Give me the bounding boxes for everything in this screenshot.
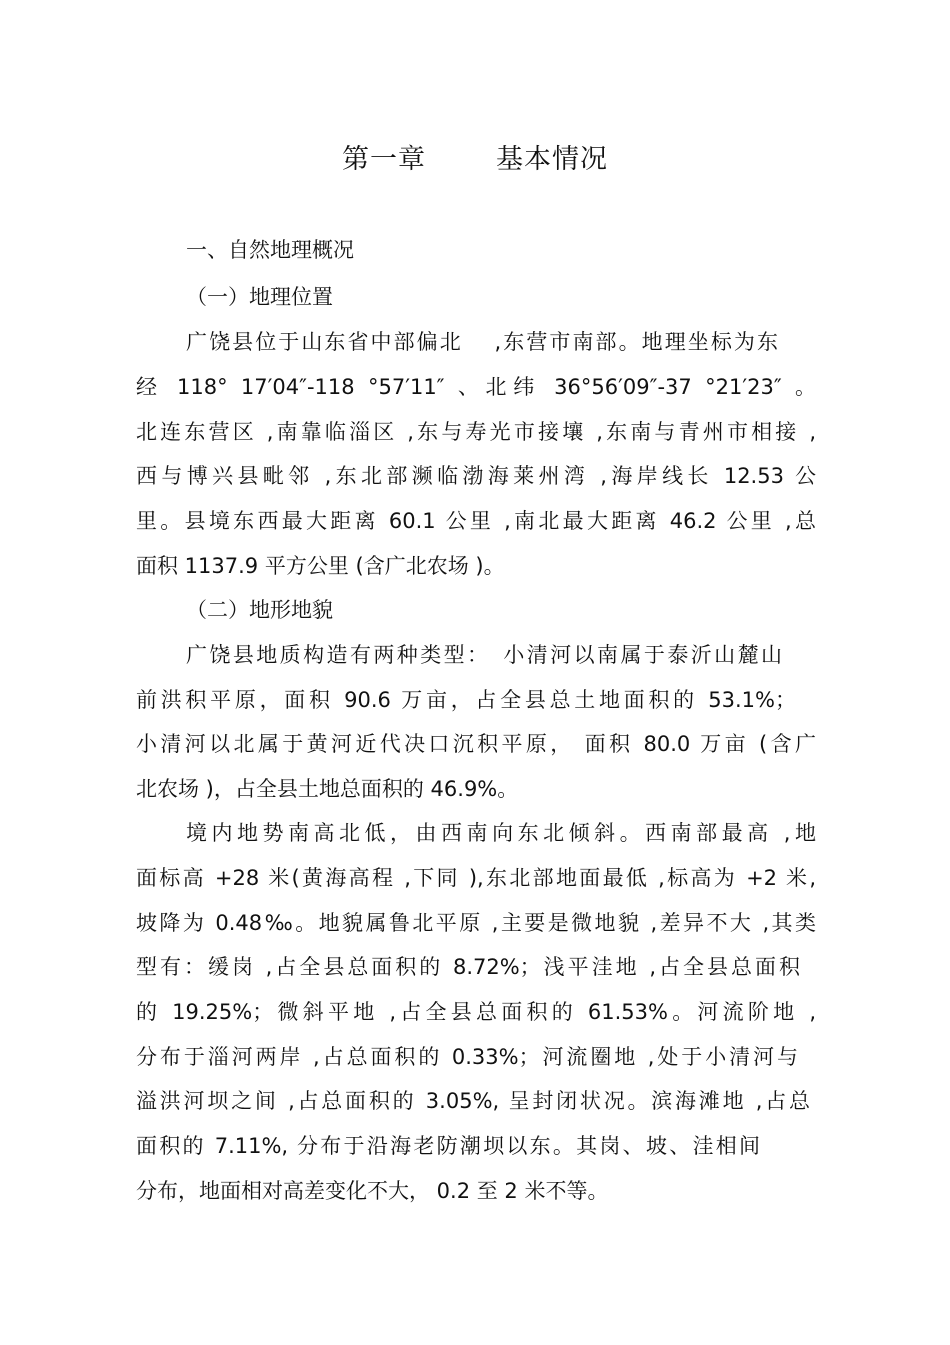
chapter-title (0, 140, 950, 180)
paragraph-line: 广饶县位于山东省中部偏北 ,东营市南部。地理坐标为东 (186, 330, 778, 354)
chapter-name: 基本情况 (496, 144, 608, 175)
paragraph-line: 北农场 )，占全县土地总面积的 46.9%。 (136, 777, 519, 801)
paragraph-line: 面积 1137.9 平方公里 (含广北农场 )。 (136, 554, 505, 578)
paragraph-line: 境内地势南高北低，由西南向东北倾斜。西南部最高 ,地 (186, 821, 816, 845)
paragraph-line: 面标高 +28 米(黄海高程 ,下同 ),东北部地面最低 ,标高为 +2 米, (136, 866, 816, 890)
paragraph-line: 面积的 7.11%, 分布于沿海老防潮坝以东。其岗、坡、洼相间 (136, 1134, 760, 1158)
subsection-heading-terrain: （二）地形地貌 (186, 598, 333, 622)
paragraph-line: 坡降为 0.48‰。地貌属鲁北平原 ,主要是微地貌 ,差异不大 ,其类 (136, 911, 816, 935)
paragraph-line: 溢洪河坝之间 ,占总面积的 3.05%, 呈封闭状况。滨海滩地 ,占总 (136, 1089, 810, 1113)
paragraph-line: 的 19.25%；微斜平地 ,占全县总面积的 61.53%。河流阶地 , (136, 1000, 816, 1024)
paragraph-line: 经 118° 17′04″-118 °57′11″ 、北纬 36°56′09″-37 °21′23″ 。 (136, 375, 816, 399)
paragraph-line: 里。县境东西最大距离 60.1 公里 ,南北最大距离 46.2 公里 ,总 (136, 509, 816, 533)
paragraph-line: 分布于淄河两岸 ,占总面积的 0.33%；河流圈地 ,处于小清河与 (136, 1045, 798, 1069)
paragraph-line: 北连东营区 ,南靠临淄区 ,东与寿光市接壤 ,东南与青州市相接 , (136, 420, 816, 444)
chapter-number: 第一章 (342, 144, 426, 175)
subsection-heading-location: （一）地理位置 (186, 285, 333, 309)
paragraph-line: 前洪积平原，面积 90.6 万亩，占全县总土地面积的 53.1%； (136, 688, 796, 712)
paragraph-line: 广饶县地质构造有两种类型： 小清河以南属于泰沂山麓山 (186, 643, 782, 667)
paragraph-line: 分布，地面相对高差变化不大， 0.2 至 2 米不等。 (136, 1179, 609, 1203)
paragraph-line: 型有：缓岗 ,占全县总面积的 8.72%；浅平洼地 ,占全县总面积 (136, 955, 800, 979)
paragraph-line: 小清河以北属于黄河近代决口沉积平原， 面积 80.0 万亩 (含广 (136, 732, 816, 756)
section-heading-natural-geography: 一、自然地理概况 (186, 238, 354, 262)
paragraph-line: 西与博兴县毗邻 ,东北部濒临渤海莱州湾 ,海岸线长 12.53 公 (136, 464, 816, 488)
